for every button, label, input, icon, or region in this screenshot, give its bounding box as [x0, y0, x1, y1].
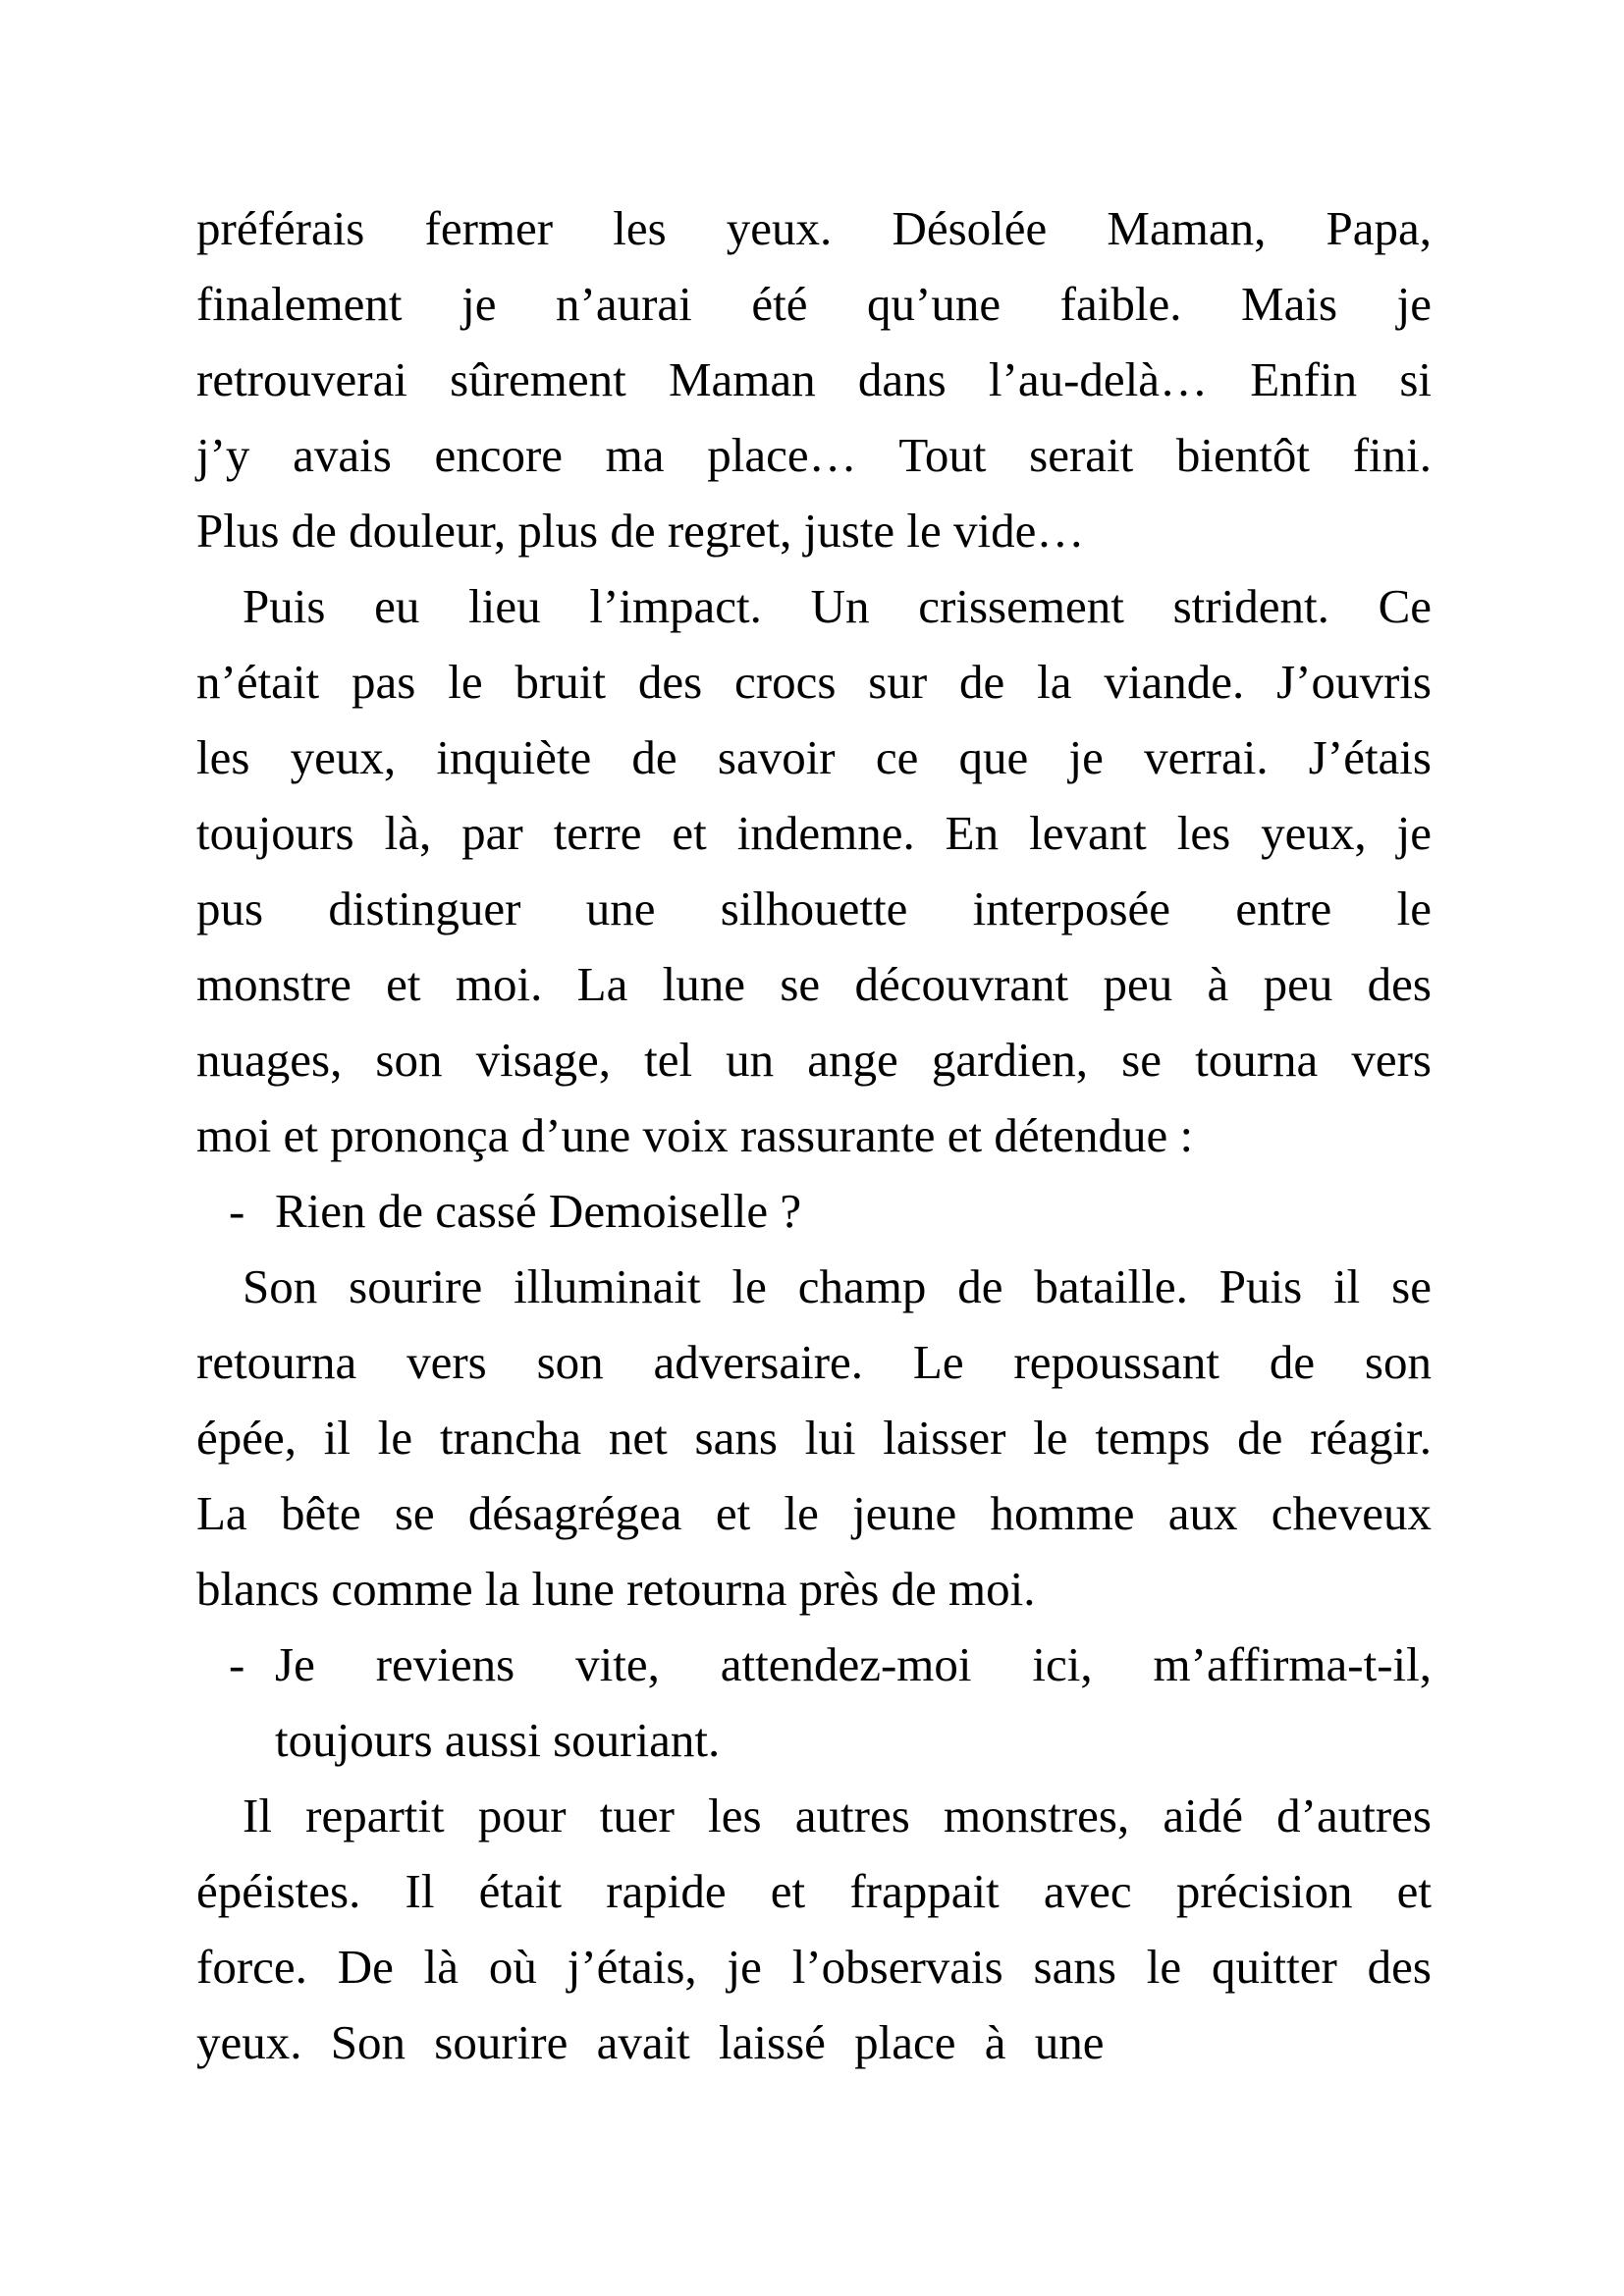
dialogue-dash: -: [229, 1637, 245, 1691]
dialogue-text: Je reviens vite, attendez-moi ici, m’affirma-t-il,: [275, 1637, 1432, 1691]
text-line: moi et prononça d’une voix rassurante et détendue :: [196, 1108, 1194, 1162]
text-line: [196, 1173, 1432, 1249]
text-line: Puis eu lieu l’impact. Un crissement strident. Ce: [243, 579, 1432, 633]
text-line: pus distinguer une silhouette interposée entre le: [196, 881, 1432, 935]
text-line: La bête se désagrégea et le jeune homme aux cheveux: [196, 1486, 1432, 1540]
text-line: [196, 1627, 1432, 1702]
dialogue-dash: -: [229, 1184, 245, 1238]
text-line: épée, il le trancha net sans lui laisser le temps de réagir.: [196, 1411, 1432, 1465]
text-line: les yeux, inquiète de savoir ce que je verrai. J’étais: [196, 730, 1432, 784]
text-line: toujours aussi souriant.: [275, 1713, 721, 1767]
text-line: blancs comme la lune retourna près de moi.: [196, 1562, 1036, 1616]
text-line: nuages, son visage, tel un ange gardien, se tourna vers: [196, 1033, 1432, 1087]
text-line: Il repartit pour tuer les autres monstres, aidé d’autres: [243, 1789, 1432, 1842]
text-line: monstre et moi. La lune se découvrant peu à peu des: [196, 957, 1432, 1011]
text-line: Son sourire illuminait le champ de bataille. Puis il se: [243, 1259, 1432, 1313]
text-line: retrouverai sûrement Maman dans l’au-delà… Enfin si: [196, 352, 1432, 406]
dialogue-text: Rien de cassé Demoiselle ?: [275, 1184, 802, 1238]
text-line: finalement je n’aurai été qu’une faible. Mais je: [196, 277, 1432, 331]
text-line: retourna vers son adversaire. Le repoussant de son: [196, 1335, 1432, 1389]
text-line: toujours là, par terre et indemne. En levant les yeux, je: [196, 806, 1432, 860]
text-line: n’était pas le bruit des crocs sur de la viande. J’ouvris: [196, 655, 1432, 709]
text-line: épéistes. Il était rapide et frappait avec précision et: [196, 1864, 1432, 1918]
text-line: j’y avais encore ma place… Tout serait bientôt fini.: [196, 428, 1432, 482]
text-line: préférais fermer les yeux. Désolée Maman, Papa,: [196, 201, 1432, 255]
text-line: Plus de douleur, plus de regret, juste le vide…: [196, 504, 1085, 558]
text-line: force. De là où j’étais, je l’observais sans le quitter des: [196, 1940, 1432, 1994]
text-line: yeux. Son sourire avait laissé place à une: [196, 2015, 1105, 2069]
page-text: [196, 190, 1432, 2080]
